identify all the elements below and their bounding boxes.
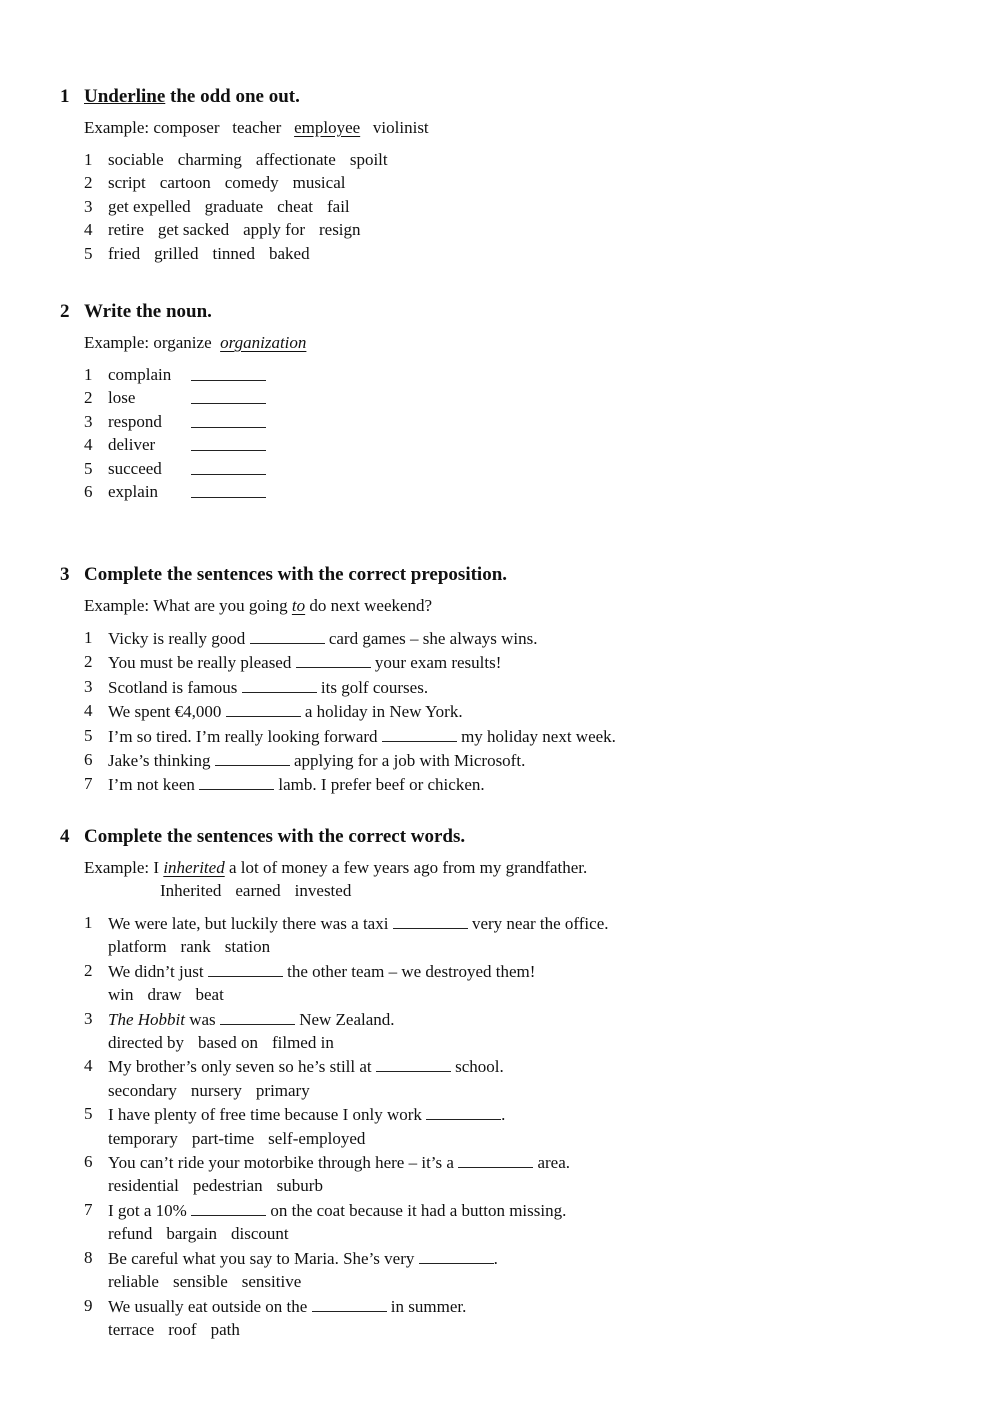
answer-blank[interactable] [191,433,266,451]
option-word[interactable]: based on [198,1033,258,1053]
option-word[interactable]: bargain [166,1224,218,1244]
option-word[interactable]: tinned [212,243,255,263]
option-word[interactable]: suburb [276,1176,323,1196]
heading-text: Write the noun. [84,301,212,322]
option-word[interactable]: retire [108,220,144,240]
exercise-number: 2 [60,301,70,322]
option-word[interactable]: station [224,937,271,957]
option-word[interactable]: script [108,173,146,193]
option-word[interactable]: sensible [172,1272,228,1292]
answer-blank[interactable] [242,675,317,693]
list-item: 5 I have plenty of free time because I only work . temporary part-time self-employed [84,1104,506,1148]
heading-underlined-word: Underline [84,86,166,107]
exercise-4-heading [60,824,960,850]
list-item: 7 I got a 10% on the coat because it had a button missing. refund bargain discount [84,1199,567,1244]
option-word[interactable]: grilled [154,243,199,263]
option-word[interactable]: spoilt [349,150,388,169]
exercise-number: 4 [60,826,70,847]
heading-text: Complete the sentences with the correct preposition. [84,564,508,585]
answer-blank[interactable] [382,724,457,742]
option-word[interactable]: win [108,985,134,1005]
answer-blank[interactable] [208,959,283,977]
option-word[interactable]: temporary [108,1128,178,1148]
option-word[interactable]: discount [231,1224,289,1244]
list-item: 1 We were late, but luckily there was a taxi very near the office. platform rank station [84,913,609,957]
option-word[interactable]: cheat [277,196,313,216]
list-item: 1 complain [84,363,960,386]
list-item: 5 I’m so tired. I’m really looking forward my holiday next week. [84,725,616,746]
option-word[interactable]: fail [327,196,350,216]
exercise-3-heading [60,562,960,588]
example-answer: employee [294,118,361,137]
list-item: 3 Scotland is famous its golf courses. [84,676,429,697]
option-word[interactable]: reliable [108,1272,159,1292]
list-item: 2 We didn’t just the other team – we destroyed them! win draw beat [84,960,536,1005]
answer-blank[interactable] [191,480,266,498]
list-item: 2 You must be really pleased your exam results! [84,652,502,673]
option-word[interactable]: charming [177,150,242,169]
list-item: 3 The Hobbit was New Zealand. directed by based on filmed in [84,1008,395,1053]
heading-text: Complete the sentences with the correct words. [84,826,466,847]
list-item: 4 retire get sacked apply for resign [84,218,960,241]
example-answer: inherited [163,858,225,877]
exercise-3 [60,562,960,797]
option-word[interactable]: get sacked [157,220,230,240]
list-item: 4 My brother’s only seven so he’s still at school. secondary nursery primary [84,1056,504,1100]
option-word[interactable]: rank [180,937,211,957]
list-item: 5 succeed [84,457,960,480]
exercise-number: 3 [60,564,70,585]
option-word[interactable]: directed by [108,1033,184,1053]
answer-blank[interactable] [220,1007,295,1025]
answer-blank[interactable] [191,386,266,404]
answer-blank[interactable] [215,748,290,766]
item-list [84,626,960,797]
option-word[interactable]: sensitive [241,1272,302,1292]
option-word[interactable]: affectionate [255,150,336,169]
list-item: 1 sociable charming affectionate spoilt [84,148,960,171]
item-list [84,148,960,265]
option-word[interactable]: platform [108,937,167,957]
answer-blank[interactable] [191,410,266,428]
option-word[interactable]: baked [268,243,310,263]
option-word[interactable]: secondary [108,1080,177,1100]
option-word[interactable]: path [210,1319,240,1339]
list-item: 3 get expelled graduate cheat fail [84,195,960,218]
list-item: 6 You can’t ride your motorbike through here – it’s a area. residential pedestrian suburb [84,1152,570,1196]
example-answer: organization [220,333,307,352]
option-word[interactable]: filmed in [271,1033,334,1053]
heading-text: the odd one out. [165,86,300,107]
option-word[interactable]: roof [168,1319,197,1339]
list-item: 1 Vicky is really good card games – she always wins. [84,628,538,648]
list-item: 3 respond [84,410,960,433]
answer-blank[interactable] [250,626,325,644]
exercise-1 [60,84,960,265]
answer-blank[interactable] [191,457,266,475]
exercise-number: 1 [60,86,70,107]
list-item: 7 I’m not keen lamb. I prefer beef or chicken. [84,774,485,795]
option-word[interactable]: part-time [191,1128,255,1148]
option-word[interactable]: comedy [224,173,279,193]
option-word[interactable]: terrace [108,1319,155,1339]
answer-blank[interactable] [393,911,468,929]
option-word[interactable]: get expelled [108,196,191,216]
answer-blank[interactable] [191,363,266,381]
exercise-1-heading [60,84,960,110]
list-item: 5 fried grilled tinned baked [84,242,960,265]
answer-blank[interactable] [312,1294,387,1312]
option-word[interactable]: draw [147,985,182,1005]
example-options: Inherited earned invested [160,881,352,900]
item-list [84,911,960,1341]
option-word[interactable]: resign [318,220,361,240]
option-word[interactable]: residential [108,1176,179,1196]
answer-blank[interactable] [191,1198,266,1216]
list-item: 4 deliver [84,433,960,456]
example-line: Example: I inherited a lot of money a few years ago from my grandfather. [84,858,588,877]
example-line: Example: What are you going to do next weekend? [84,596,433,615]
option-word[interactable]: sociable [108,150,164,169]
option-word[interactable]: cartoon [159,173,211,193]
option-word[interactable]: fried [108,243,141,263]
option-word[interactable]: nursery [190,1080,242,1100]
option-word[interactable]: pedestrian [192,1176,263,1196]
exercise-2-heading [60,299,960,325]
answer-blank[interactable] [419,1246,494,1264]
answer-blank[interactable] [426,1102,501,1120]
option-word[interactable]: graduate [204,196,264,216]
example-answer: to [291,596,306,615]
example-line: Example: composer teacher employee violinist [84,118,429,137]
option-word[interactable]: refund [108,1224,153,1244]
exercise-4 [60,824,960,1341]
list-item: 2 script cartoon comedy musical [84,171,960,194]
answer-blank[interactable] [296,650,371,668]
option-word[interactable]: musical [292,173,346,193]
book-title: The Hobbit [108,1009,185,1029]
option-word[interactable]: self-employed [268,1128,366,1148]
list-item: 2 lose [84,386,960,409]
option-word[interactable]: beat [195,985,224,1005]
answer-blank[interactable] [199,772,274,790]
answer-blank[interactable] [226,699,301,717]
list-item: 4 We spent €4,000 a holiday in New York. [84,701,463,722]
exercise-2 [60,299,960,503]
option-word[interactable]: primary [255,1080,310,1100]
item-list [84,363,960,503]
example-line: Example: organize organization [84,333,307,352]
list-item: 9 We usually eat outside on the in summer. terrace roof path [84,1295,467,1339]
answer-blank[interactable] [376,1054,451,1072]
option-word[interactable]: apply for [243,220,305,240]
answer-blank[interactable] [458,1150,533,1168]
list-item: 8 Be careful what you say to Maria. She’s very . reliable sensible sensitive [84,1247,498,1292]
list-item: 6 Jake’s thinking applying for a job with Microsoft. [84,750,526,771]
list-item: 6 explain [84,480,960,503]
